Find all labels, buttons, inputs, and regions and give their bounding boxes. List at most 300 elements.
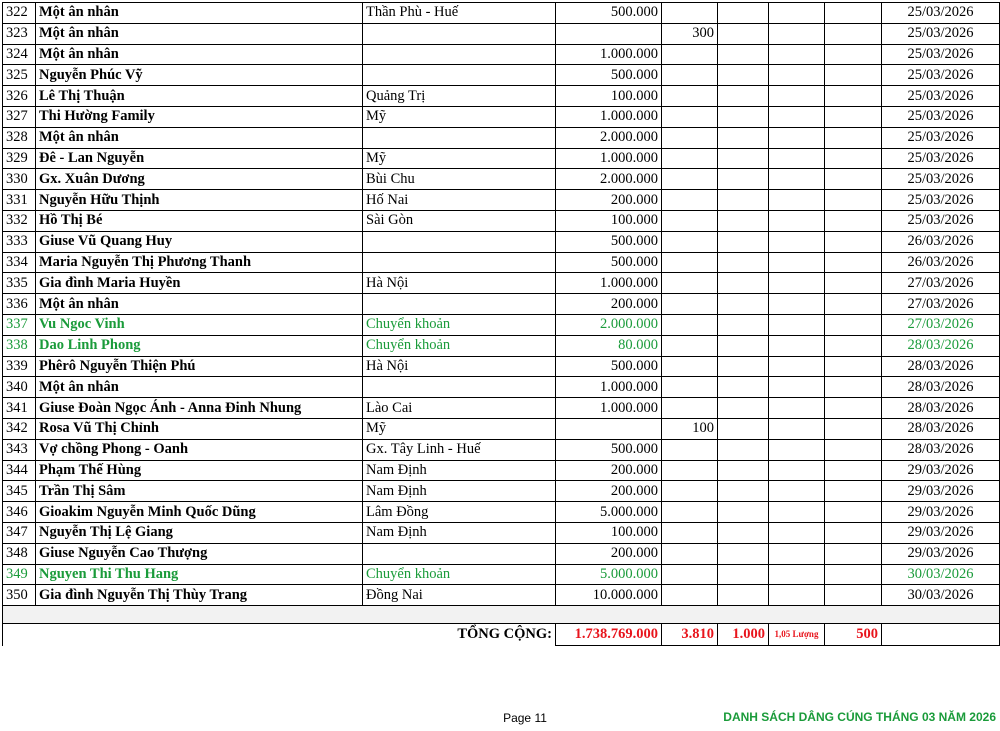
donation-date: 25/03/2026 — [882, 148, 1000, 169]
gold-quantity — [662, 169, 718, 190]
donation-date: 25/03/2026 — [882, 3, 1000, 24]
table-row — [3, 252, 1000, 273]
donation-amount: 10.000.000 — [556, 585, 662, 606]
row-number: 329 — [3, 148, 36, 169]
donor-place: Chuyển khoản — [363, 335, 556, 356]
table-row — [3, 356, 1000, 377]
donation-date: 28/03/2026 — [882, 439, 1000, 460]
table-row — [3, 314, 1000, 335]
extra-col-3 — [825, 418, 882, 439]
donation-date: 28/03/2026 — [882, 335, 1000, 356]
donation-date: 30/03/2026 — [882, 564, 1000, 585]
extra-col-3 — [825, 190, 882, 211]
donor-name: Giuse Đoàn Ngọc Ánh - Anna Đinh Nhung — [36, 398, 363, 419]
donor-name: Trần Thị Sâm — [36, 481, 363, 502]
gold-quantity — [662, 460, 718, 481]
total-date-cell — [882, 624, 1000, 646]
donor-place — [363, 65, 556, 86]
extra-col-3 — [825, 314, 882, 335]
donor-place: Nam Định — [363, 481, 556, 502]
donation-date: 28/03/2026 — [882, 377, 1000, 398]
extra-col-2 — [769, 3, 825, 24]
donation-amount: 1.000.000 — [556, 377, 662, 398]
donor-name: Thi Hường Family — [36, 106, 363, 127]
gold-quantity — [662, 65, 718, 86]
gold-quantity — [662, 356, 718, 377]
row-number: 340 — [3, 377, 36, 398]
total-q2: 1.000 — [718, 624, 769, 646]
extra-col-1 — [718, 377, 769, 398]
donor-name: Gx. Xuân Dương — [36, 169, 363, 190]
donor-name: Gia đình Maria Huyền — [36, 273, 363, 294]
gold-quantity — [662, 44, 718, 65]
extra-col-1 — [718, 294, 769, 315]
donor-place: Nam Định — [363, 460, 556, 481]
donor-name: Dao Linh Phong — [36, 335, 363, 356]
table-row — [3, 502, 1000, 523]
donation-date: 29/03/2026 — [882, 481, 1000, 502]
page-number: Page 11 — [503, 711, 547, 725]
donation-amount: 500.000 — [556, 231, 662, 252]
donation-date: 25/03/2026 — [882, 190, 1000, 211]
donation-date: 26/03/2026 — [882, 252, 1000, 273]
donor-name: Một ân nhân — [36, 294, 363, 315]
table-row — [3, 398, 1000, 419]
donation-amount: 100.000 — [556, 86, 662, 107]
extra-col-2 — [769, 356, 825, 377]
table-row — [3, 294, 1000, 315]
extra-col-1 — [718, 3, 769, 24]
donation-date: 27/03/2026 — [882, 314, 1000, 335]
extra-col-3 — [825, 252, 882, 273]
gold-quantity — [662, 314, 718, 335]
donor-place: Bùi Chu — [363, 169, 556, 190]
donor-name: Lê Thị Thuận — [36, 86, 363, 107]
row-number: 347 — [3, 522, 36, 543]
table-row — [3, 210, 1000, 231]
row-number: 350 — [3, 585, 36, 606]
donor-place: Chuyển khoản — [363, 564, 556, 585]
extra-col-1 — [718, 460, 769, 481]
donation-amount: 500.000 — [556, 356, 662, 377]
extra-col-3 — [825, 564, 882, 585]
extra-col-1 — [718, 398, 769, 419]
donor-place: Sài Gòn — [363, 210, 556, 231]
gold-quantity — [662, 543, 718, 564]
donation-amount: 1.000.000 — [556, 398, 662, 419]
extra-col-2 — [769, 481, 825, 502]
row-number: 344 — [3, 460, 36, 481]
extra-col-2 — [769, 585, 825, 606]
donation-date: 25/03/2026 — [882, 169, 1000, 190]
donation-date: 27/03/2026 — [882, 273, 1000, 294]
row-number: 341 — [3, 398, 36, 419]
extra-col-3 — [825, 3, 882, 24]
donor-name: Một ân nhân — [36, 44, 363, 65]
extra-col-3 — [825, 86, 882, 107]
extra-col-1 — [718, 65, 769, 86]
donor-place: Mỹ — [363, 418, 556, 439]
donation-date: 29/03/2026 — [882, 543, 1000, 564]
donation-date: 25/03/2026 — [882, 210, 1000, 231]
gold-quantity — [662, 522, 718, 543]
donor-place: Mỹ — [363, 106, 556, 127]
donation-amount: 200.000 — [556, 190, 662, 211]
table-row — [3, 44, 1000, 65]
donor-name: Một ân nhân — [36, 377, 363, 398]
gold-quantity — [662, 127, 718, 148]
donation-rows — [3, 3, 1000, 606]
gold-quantity — [662, 3, 718, 24]
gold-quantity — [662, 481, 718, 502]
extra-col-2 — [769, 335, 825, 356]
extra-col-1 — [718, 86, 769, 107]
donor-place: Hà Nội — [363, 273, 556, 294]
donation-amount — [556, 23, 662, 44]
donation-amount: 2.000.000 — [556, 127, 662, 148]
donor-name: Gia đình Nguyễn Thị Thùy Trang — [36, 585, 363, 606]
extra-col-2 — [769, 210, 825, 231]
gold-quantity — [662, 148, 718, 169]
row-number: 346 — [3, 502, 36, 523]
table-row — [3, 543, 1000, 564]
table-row — [3, 190, 1000, 211]
donor-name: Rosa Vũ Thị Chỉnh — [36, 418, 363, 439]
donor-name: Phêrô Nguyễn Thiện Phú — [36, 356, 363, 377]
row-number: 322 — [3, 3, 36, 24]
extra-col-3 — [825, 273, 882, 294]
extra-col-3 — [825, 294, 882, 315]
gold-quantity — [662, 294, 718, 315]
extra-col-2 — [769, 502, 825, 523]
row-number: 331 — [3, 190, 36, 211]
donor-place — [363, 127, 556, 148]
donation-amount — [556, 418, 662, 439]
table-row — [3, 585, 1000, 606]
table-row — [3, 3, 1000, 24]
extra-col-2 — [769, 543, 825, 564]
extra-col-2 — [769, 398, 825, 419]
row-number: 333 — [3, 231, 36, 252]
table-row — [3, 65, 1000, 86]
donation-amount: 500.000 — [556, 3, 662, 24]
document-title: DANH SÁCH DÂNG CÚNG THÁNG 03 NĂM 2026 — [723, 710, 996, 724]
extra-col-3 — [825, 65, 882, 86]
donation-amount: 200.000 — [556, 481, 662, 502]
donor-place — [363, 23, 556, 44]
extra-col-3 — [825, 148, 882, 169]
donor-name: Nguyễn Phúc Vỹ — [36, 65, 363, 86]
table-row — [3, 127, 1000, 148]
extra-col-1 — [718, 231, 769, 252]
donor-name: Nguyen Thi Thu Hang — [36, 564, 363, 585]
donor-place: Gx. Tây Linh - Huế — [363, 439, 556, 460]
row-number: 342 — [3, 418, 36, 439]
gold-quantity — [662, 231, 718, 252]
total-row — [3, 624, 1000, 646]
donation-date: 25/03/2026 — [882, 23, 1000, 44]
extra-col-1 — [718, 314, 769, 335]
row-number: 323 — [3, 23, 36, 44]
table-row — [3, 481, 1000, 502]
gold-quantity — [662, 564, 718, 585]
extra-col-1 — [718, 439, 769, 460]
donor-place: Đồng Nai — [363, 585, 556, 606]
extra-col-2 — [769, 231, 825, 252]
gold-quantity — [662, 210, 718, 231]
extra-col-2 — [769, 23, 825, 44]
donor-place — [363, 294, 556, 315]
donor-name: Nguyễn Hữu Thịnh — [36, 190, 363, 211]
donation-amount: 1.000.000 — [556, 106, 662, 127]
extra-col-3 — [825, 106, 882, 127]
extra-col-1 — [718, 169, 769, 190]
donation-amount: 5.000.000 — [556, 564, 662, 585]
donation-amount: 1.000.000 — [556, 148, 662, 169]
donation-date: 25/03/2026 — [882, 65, 1000, 86]
extra-col-2 — [769, 377, 825, 398]
donation-date: 27/03/2026 — [882, 294, 1000, 315]
extra-col-1 — [718, 210, 769, 231]
extra-col-3 — [825, 127, 882, 148]
row-number: 349 — [3, 564, 36, 585]
donation-amount: 2.000.000 — [556, 169, 662, 190]
total-q1: 3.810 — [662, 624, 718, 646]
table-row — [3, 148, 1000, 169]
extra-col-1 — [718, 543, 769, 564]
donor-name: Giuse Vũ Quang Huy — [36, 231, 363, 252]
row-number: 348 — [3, 543, 36, 564]
donor-place — [363, 377, 556, 398]
extra-col-2 — [769, 273, 825, 294]
gold-quantity — [662, 502, 718, 523]
donation-amount: 200.000 — [556, 294, 662, 315]
extra-col-3 — [825, 543, 882, 564]
donor-name: Vợ chồng Phong - Oanh — [36, 439, 363, 460]
extra-col-1 — [718, 127, 769, 148]
row-number: 327 — [3, 106, 36, 127]
table-row — [3, 273, 1000, 294]
donation-date: 28/03/2026 — [882, 356, 1000, 377]
donor-place: Lâm Đồng — [363, 502, 556, 523]
donation-amount: 5.000.000 — [556, 502, 662, 523]
donor-place: Quảng Trị — [363, 86, 556, 107]
donor-place: Hố Nai — [363, 190, 556, 211]
donation-date: 25/03/2026 — [882, 86, 1000, 107]
donor-place — [363, 231, 556, 252]
extra-col-1 — [718, 356, 769, 377]
gold-quantity — [662, 439, 718, 460]
donation-date: 28/03/2026 — [882, 398, 1000, 419]
donor-place — [363, 44, 556, 65]
row-number: 328 — [3, 127, 36, 148]
extra-col-3 — [825, 522, 882, 543]
table-row — [3, 460, 1000, 481]
table-row — [3, 564, 1000, 585]
gold-quantity: 100 — [662, 418, 718, 439]
gold-quantity — [662, 585, 718, 606]
extra-col-1 — [718, 44, 769, 65]
extra-col-3 — [825, 481, 882, 502]
donation-date: 29/03/2026 — [882, 522, 1000, 543]
extra-col-1 — [718, 148, 769, 169]
extra-col-2 — [769, 127, 825, 148]
donor-name: Một ân nhân — [36, 127, 363, 148]
donor-name: Maria Nguyễn Thị Phương Thanh — [36, 252, 363, 273]
donation-amount: 500.000 — [556, 65, 662, 86]
extra-col-2 — [769, 252, 825, 273]
extra-col-2 — [769, 65, 825, 86]
extra-col-1 — [718, 418, 769, 439]
extra-col-1 — [718, 522, 769, 543]
gold-quantity — [662, 190, 718, 211]
donation-amount: 100.000 — [556, 522, 662, 543]
gold-quantity — [662, 86, 718, 107]
donation-amount: 100.000 — [556, 210, 662, 231]
donation-date: 25/03/2026 — [882, 127, 1000, 148]
extra-col-2 — [769, 44, 825, 65]
extra-col-3 — [825, 335, 882, 356]
extra-col-3 — [825, 439, 882, 460]
table-row — [3, 439, 1000, 460]
extra-col-1 — [718, 273, 769, 294]
donation-amount: 1.000.000 — [556, 44, 662, 65]
gold-quantity — [662, 377, 718, 398]
donation-date: 29/03/2026 — [882, 502, 1000, 523]
row-number: 334 — [3, 252, 36, 273]
donor-name: Nguyễn Thị Lệ Giang — [36, 522, 363, 543]
extra-col-1 — [718, 106, 769, 127]
row-number: 335 — [3, 273, 36, 294]
extra-col-3 — [825, 502, 882, 523]
donation-amount: 200.000 — [556, 460, 662, 481]
extra-col-3 — [825, 231, 882, 252]
donation-amount: 1.000.000 — [556, 273, 662, 294]
donor-place: Hà Nội — [363, 356, 556, 377]
extra-col-3 — [825, 210, 882, 231]
donation-date: 26/03/2026 — [882, 231, 1000, 252]
row-number: 336 — [3, 294, 36, 315]
row-number: 330 — [3, 169, 36, 190]
blank-row — [3, 606, 1000, 624]
extra-col-2 — [769, 439, 825, 460]
extra-col-3 — [825, 169, 882, 190]
donor-name: Phạm Thế Hùng — [36, 460, 363, 481]
donor-place — [363, 252, 556, 273]
extra-col-1 — [718, 190, 769, 211]
extra-col-2 — [769, 190, 825, 211]
extra-col-3 — [825, 356, 882, 377]
extra-col-2 — [769, 564, 825, 585]
extra-col-2 — [769, 314, 825, 335]
extra-col-1 — [718, 23, 769, 44]
total-amount: 1.738.769.000 — [556, 624, 662, 646]
total-q4: 500 — [825, 624, 882, 646]
extra-col-3 — [825, 585, 882, 606]
row-number: 339 — [3, 356, 36, 377]
row-number: 343 — [3, 439, 36, 460]
donation-table — [2, 2, 1000, 646]
donor-name: Gioakim Nguyễn Minh Quốc Dũng — [36, 502, 363, 523]
extra-col-1 — [718, 335, 769, 356]
table-row — [3, 377, 1000, 398]
table-row — [3, 86, 1000, 107]
gold-quantity — [662, 335, 718, 356]
extra-col-3 — [825, 398, 882, 419]
donor-name: Hồ Thị Bé — [36, 210, 363, 231]
extra-col-1 — [718, 502, 769, 523]
row-number: 332 — [3, 210, 36, 231]
donor-place: Lào Cai — [363, 398, 556, 419]
table-row — [3, 231, 1000, 252]
donor-name: Một ân nhân — [36, 23, 363, 44]
donation-amount: 500.000 — [556, 439, 662, 460]
table-row — [3, 169, 1000, 190]
donor-place: Nam Định — [363, 522, 556, 543]
extra-col-2 — [769, 294, 825, 315]
donation-amount: 200.000 — [556, 543, 662, 564]
extra-col-3 — [825, 44, 882, 65]
donor-name: Một ân nhân — [36, 3, 363, 24]
extra-col-2 — [769, 460, 825, 481]
donor-name: Giuse Nguyễn Cao Thượng — [36, 543, 363, 564]
donor-place: Thần Phù - Huế — [363, 3, 556, 24]
row-number: 325 — [3, 65, 36, 86]
donor-name: Vu Ngoc Vinh — [36, 314, 363, 335]
donation-amount: 2.000.000 — [556, 314, 662, 335]
extra-col-2 — [769, 169, 825, 190]
donation-date: 30/03/2026 — [882, 585, 1000, 606]
blank-cell — [3, 606, 1000, 624]
donor-place: Mỹ — [363, 148, 556, 169]
total-q3: 1,05 Lượng — [769, 624, 825, 646]
extra-col-2 — [769, 148, 825, 169]
extra-col-1 — [718, 585, 769, 606]
extra-col-2 — [769, 418, 825, 439]
donor-name: Đê - Lan Nguyễn — [36, 148, 363, 169]
donor-place — [363, 543, 556, 564]
gold-quantity — [662, 398, 718, 419]
row-number: 338 — [3, 335, 36, 356]
extra-col-1 — [718, 252, 769, 273]
extra-col-1 — [718, 564, 769, 585]
gold-quantity — [662, 273, 718, 294]
row-number: 337 — [3, 314, 36, 335]
donation-amount: 500.000 — [556, 252, 662, 273]
donation-date: 28/03/2026 — [882, 418, 1000, 439]
donation-date: 29/03/2026 — [882, 460, 1000, 481]
donation-amount: 80.000 — [556, 335, 662, 356]
total-label: TỔNG CỘNG: — [3, 624, 556, 646]
gold-quantity: 300 — [662, 23, 718, 44]
donation-date: 25/03/2026 — [882, 106, 1000, 127]
donor-place: Chuyển khoản — [363, 314, 556, 335]
extra-col-2 — [769, 86, 825, 107]
table-row — [3, 23, 1000, 44]
gold-quantity — [662, 252, 718, 273]
table-row — [3, 522, 1000, 543]
row-number: 345 — [3, 481, 36, 502]
table-row — [3, 106, 1000, 127]
table-row — [3, 335, 1000, 356]
donation-date: 25/03/2026 — [882, 44, 1000, 65]
extra-col-2 — [769, 106, 825, 127]
extra-col-1 — [718, 481, 769, 502]
table-row — [3, 418, 1000, 439]
extra-col-3 — [825, 460, 882, 481]
extra-col-3 — [825, 23, 882, 44]
gold-quantity — [662, 106, 718, 127]
